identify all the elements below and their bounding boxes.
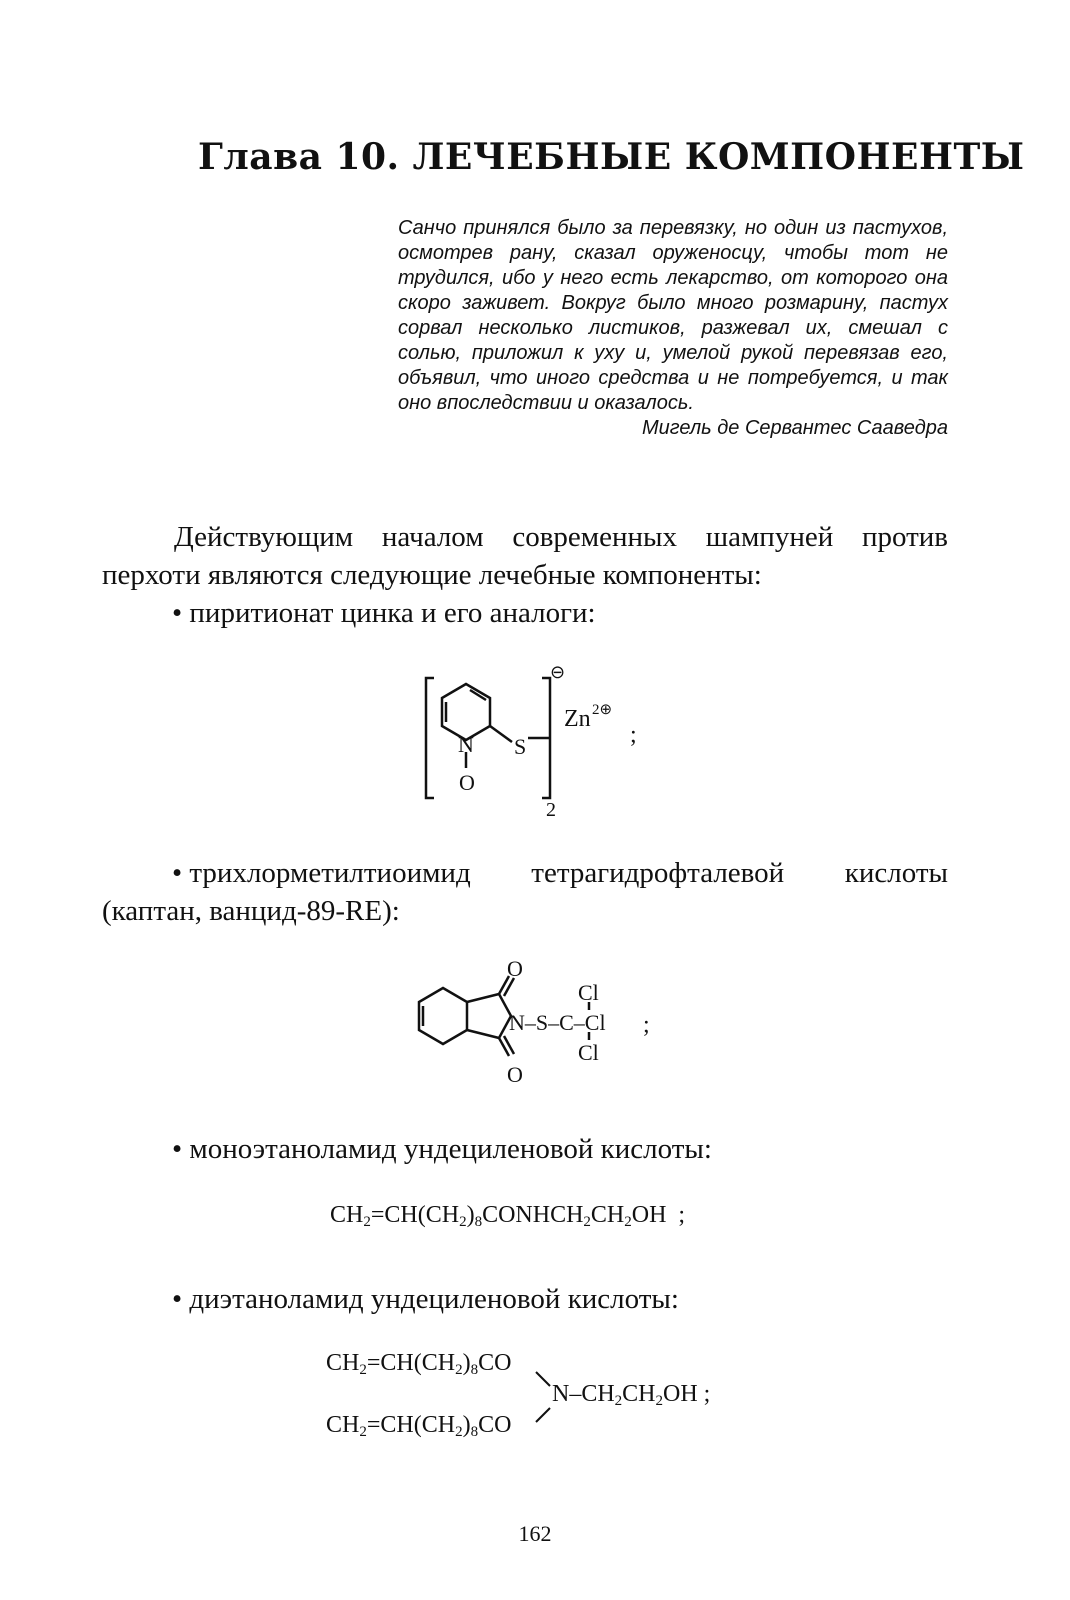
f4r1-s1: 2 [359,1362,367,1378]
diethanolamide-row-2 [326,1412,511,1439]
f4r2-c: ) [462,1412,471,1438]
f3-s2: 2 [459,1214,467,1230]
zinc-symbol: Zn [564,706,591,732]
anion-charge: ⊖ [550,662,566,682]
f4r1-s3: 8 [470,1362,479,1378]
structure-semicolon: ; [630,722,637,748]
pyridine-n: N [458,732,474,757]
f4r1-d: CO [478,1350,512,1376]
f4r1-b: =CH(CH [366,1350,456,1376]
f3-s1: 2 [363,1214,371,1230]
f3-b: =CH(CH [370,1202,460,1228]
f4n-a: N–CH [552,1381,615,1407]
epigraph-text: Санчо принялся было за перевязку, но один из пастухов, осмотрев рану, сказал оруженосцу, чтобы тот не трудился, ибо у него есть лекарство, от которого она скоро заживет. Вокруг было много розмарину, пастух сорвал несколько листиков, разжевал их, смешал с солью, приложил к уху и, умелой рукой перевязав его, объявил, что иного средства и не потребуется, и так оно впоследствии и оказалось. [398,217,948,414]
f3-a: CH [330,1202,364,1228]
chapter-title: Глава 10. ЛЕЧЕБНЫЕ КОМПОНЕНТЫ [198,136,1025,178]
n-oxide-o: O [459,770,475,795]
f4r2-b: =CH(CH [366,1412,456,1438]
f4n-c: OH ; [663,1381,711,1407]
epigraph-author: Мигель де Сервантес Сааведра [641,417,948,439]
carbonyl-o-top: O [507,958,523,981]
f4r2-s3: 8 [470,1424,479,1440]
captan-chain: N–S–C–Cl [509,1010,606,1035]
epigraph [398,216,948,441]
captan-label-part2: тетрагидрофталевой [531,857,785,889]
f4r2-d: CO [478,1412,512,1438]
monoethanolamide-formula [330,1202,685,1229]
item-diethanolamide-label: • диэтаноламид ундециленовой кислоты: [172,1283,679,1315]
chlorine-bottom: Cl [578,1040,599,1065]
carbonyl-o-bottom: O [507,1062,523,1087]
f4n-s1: 2 [614,1393,623,1409]
bracket-index: 2 [546,799,556,820]
f4r1-s2: 2 [455,1362,463,1378]
zinc-charge: 2⊕ [592,702,613,718]
f4r1-a: CH [326,1350,360,1376]
f4r2-s1: 2 [359,1424,367,1440]
diethanolamide-row-1 [326,1350,511,1377]
thiol-s: S [514,734,527,759]
f3-d: CONHCH [482,1202,584,1228]
intro-paragraph [102,518,948,594]
f3-s3: 8 [474,1214,483,1230]
captan-structure [405,958,695,1098]
item-monoethanolamide-label: • моноэтаноламид ундециленовой кислоты: [172,1133,712,1165]
item-zinc-pyrithione-label: • пиритионат цинка и его аналоги: [172,597,596,629]
f4n-b: CH [622,1381,656,1407]
intro-text: Действующим началом современных шампуней против перхоти являются следующие лечебные компоненты: [102,521,948,591]
item-captan-label [172,854,948,892]
f3-f: OH ; [631,1202,686,1228]
f4r2-a: CH [326,1412,360,1438]
f4n-s2: 2 [655,1393,664,1409]
captan-label-part1: • трихлорметилтиоимид [172,857,471,889]
f3-c: ) [466,1202,475,1228]
captan-label-line2: (каптан, ванцид-89-RE): [102,895,400,927]
diethanolamide-n-chain [552,1381,710,1408]
f3-s5: 2 [624,1214,632,1230]
f4r2-s2: 2 [455,1424,463,1440]
page-number: 162 [518,1521,552,1546]
captan-semicolon: ; [643,1012,650,1038]
f3-e: CH [590,1202,625,1228]
f3-s4: 2 [583,1214,591,1230]
captan-label-part3: кислоты [844,857,948,889]
f4r1-c: ) [462,1350,471,1376]
chlorine-top: Cl [578,980,599,1005]
zinc-pyrithione-structure [420,660,680,820]
